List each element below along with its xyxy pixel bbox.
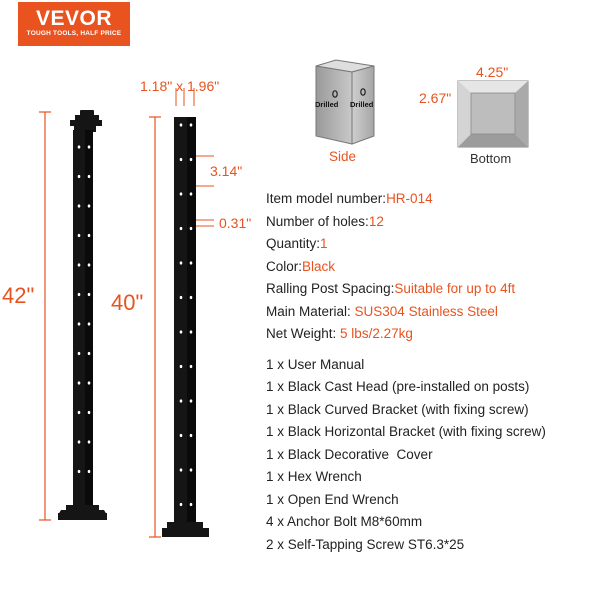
cable-hole <box>88 470 91 473</box>
spec-spacing: Ralling Post Spacing:Suitable for up to 4ft <box>266 281 516 296</box>
bottom-view-label: Bottom <box>470 151 512 166</box>
dim-base-depth: 2.67" <box>419 90 452 106</box>
cable-hole <box>190 123 193 126</box>
cable-hole <box>190 434 193 437</box>
side-view-label: Side <box>329 149 357 164</box>
drilled-label-left: Drilled <box>315 100 339 109</box>
cable-hole <box>180 468 183 471</box>
dim-base-width: 4.25" <box>476 64 509 80</box>
spec-holes: Number of holes:12 <box>266 214 384 229</box>
cable-hole <box>190 365 193 368</box>
dim-post-size: 1.18" x 1.96" <box>140 78 220 94</box>
cable-hole <box>78 470 81 473</box>
cable-hole <box>78 234 81 237</box>
package-item: 1 x Black Cast Head (pre-installed on posts) <box>266 379 530 394</box>
package-item: 4 x Anchor Bolt M8*60mm <box>266 514 423 529</box>
cable-hole <box>78 263 81 266</box>
cable-hole <box>180 123 183 126</box>
package-item: 2 x Self-Tapping Screw ST6.3*25 <box>266 537 465 552</box>
cable-hole <box>78 175 81 178</box>
logo-tagline: TOUGH TOOLS, HALF PRICE <box>26 30 122 37</box>
cable-hole <box>190 296 193 299</box>
cable-hole <box>88 381 91 384</box>
package-item: 1 x Black Decorative Cover <box>266 447 433 462</box>
cable-hole <box>78 411 81 414</box>
cable-hole <box>180 261 183 264</box>
cable-hole <box>88 322 91 325</box>
cable-hole <box>180 434 183 437</box>
spec-material: Main Material: SUS304 Stainless Steel <box>266 304 498 319</box>
post-right <box>162 117 209 537</box>
dim-total-height: 42" <box>2 283 35 308</box>
cable-hole <box>78 322 81 325</box>
spec-color: Color:Black <box>266 259 336 274</box>
cable-hole <box>78 204 81 207</box>
cable-hole <box>78 440 81 443</box>
package-item: 1 x Hex Wrench <box>266 469 362 484</box>
logo-brand: VEVOR <box>35 7 113 30</box>
cable-hole <box>190 227 193 230</box>
cable-hole <box>190 158 193 161</box>
cable-hole <box>180 296 183 299</box>
cable-hole <box>180 330 183 333</box>
cable-hole <box>180 227 183 230</box>
dim-hole-diameter: 0.31" <box>219 215 252 231</box>
cable-hole <box>78 145 81 148</box>
package-item: 1 x Black Curved Bracket (with fixing screw) <box>266 402 529 417</box>
cable-hole <box>190 261 193 264</box>
bottom-view-diagram <box>457 80 529 152</box>
post-left <box>58 110 107 520</box>
cable-hole <box>78 381 81 384</box>
cable-hole <box>78 352 81 355</box>
cable-hole <box>78 293 81 296</box>
cable-hole <box>88 352 91 355</box>
cable-hole <box>88 293 91 296</box>
cable-hole <box>88 234 91 237</box>
drilled-label-right: Drilled <box>350 100 374 109</box>
spec-model: Item model number:HR-014 <box>266 191 433 206</box>
cable-hole <box>190 468 193 471</box>
cable-hole <box>88 263 91 266</box>
package-item: 1 x Open End Wrench <box>266 492 399 507</box>
spec-weight: Net Weight: 5 lbs/2.27kg <box>266 326 413 341</box>
cable-hole <box>88 204 91 207</box>
cable-hole <box>190 192 193 195</box>
cable-hole <box>88 440 91 443</box>
cable-hole <box>190 503 193 506</box>
cable-hole <box>180 365 183 368</box>
cable-hole <box>190 399 193 402</box>
cable-hole <box>88 411 91 414</box>
package-item: 1 x User Manual <box>266 357 365 372</box>
cable-hole <box>180 192 183 195</box>
dim-hole-spacing: 3.14" <box>210 163 243 179</box>
cable-hole <box>180 503 183 506</box>
cable-hole <box>180 158 183 161</box>
cable-hole <box>190 330 193 333</box>
dim-post-height: 40" <box>111 290 144 315</box>
spec-quantity: Quantity:1 <box>266 236 328 251</box>
cable-hole <box>88 175 91 178</box>
package-item: 1 x Black Horizontal Bracket (with fixing screw) <box>266 424 546 439</box>
cable-hole <box>180 399 183 402</box>
cable-hole <box>88 145 91 148</box>
